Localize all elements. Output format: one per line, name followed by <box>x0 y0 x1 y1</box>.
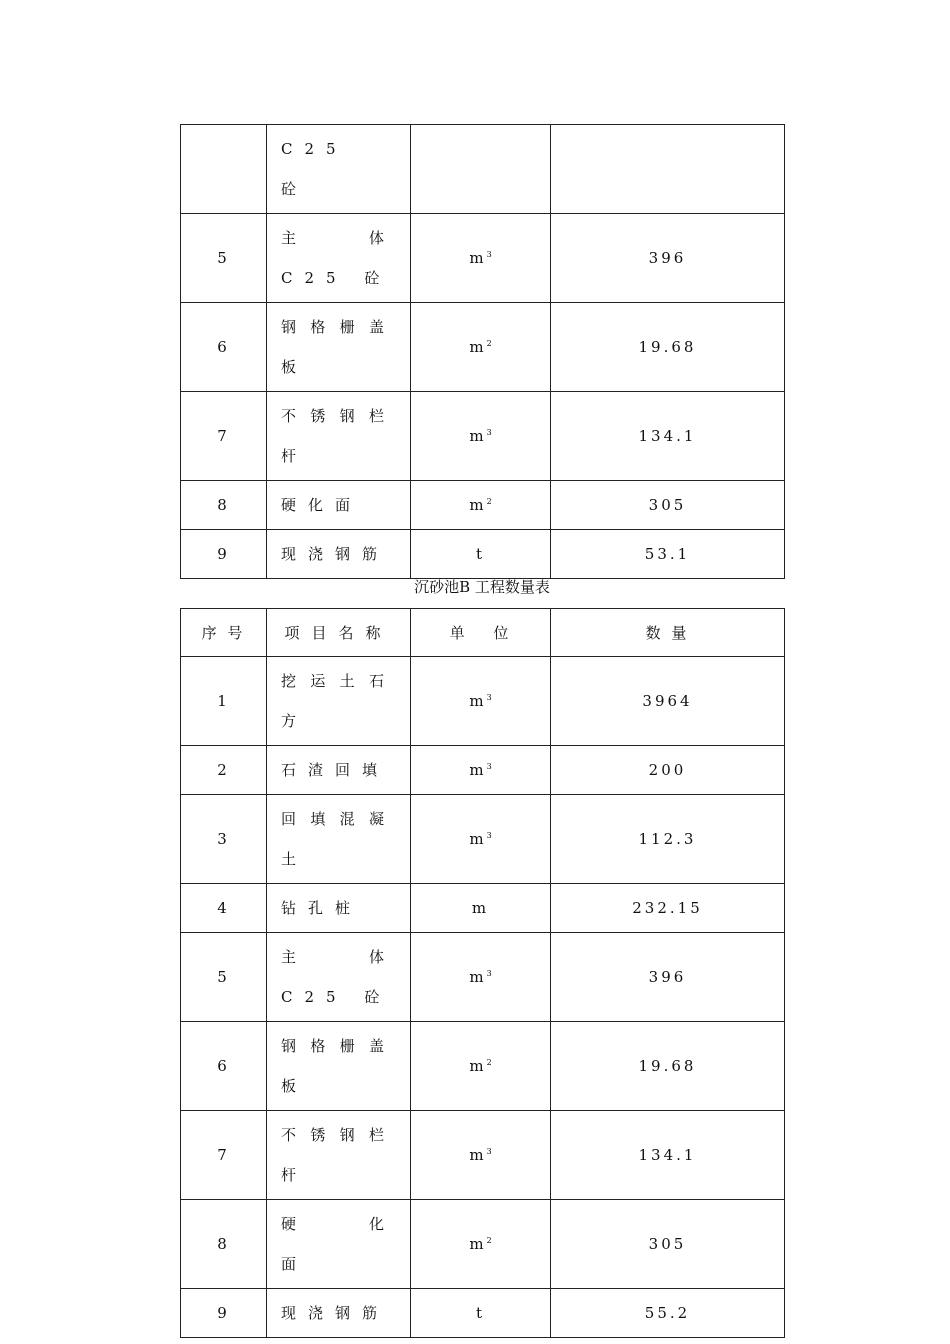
table-row <box>181 530 785 579</box>
unit-exponent: 2 <box>486 339 492 348</box>
row-number: 6 <box>181 303 267 392</box>
unit-exponent: 3 <box>486 428 492 437</box>
unit-exponent: 2 <box>486 1058 492 1067</box>
row-number: 6 <box>181 1022 267 1111</box>
unit-base: m <box>469 249 487 267</box>
unit-exponent: 3 <box>486 250 492 259</box>
row-quantity: 396 <box>551 933 785 1022</box>
row-item-name: 石渣回填 <box>267 746 411 795</box>
unit-base: t <box>475 1304 486 1322</box>
row-item-name: 主体 C25 砼 <box>267 933 411 1022</box>
table-row <box>181 392 785 481</box>
table-title: 沉砂池B 工程数量表 <box>414 578 550 596</box>
row-item-name: 不锈钢栏杆 <box>267 1111 411 1200</box>
row-quantity: 3964 <box>551 657 785 746</box>
row-item-name: 硬化面 <box>267 481 411 530</box>
row-number: 1 <box>181 657 267 746</box>
table-row <box>181 125 785 214</box>
row-quantity: 396 <box>551 214 785 303</box>
unit-base: m <box>469 761 487 779</box>
row-unit <box>411 214 551 303</box>
unit-exponent: 3 <box>486 1147 492 1156</box>
table-row <box>181 884 785 933</box>
quantity-table-continued <box>180 124 785 579</box>
row-item-name: 钻孔桩 <box>267 884 411 933</box>
quantity-table-b <box>180 608 785 1338</box>
row-quantity: 134.1 <box>551 392 785 481</box>
row-unit <box>411 657 551 746</box>
row-quantity: 55.2 <box>551 1289 785 1338</box>
unit-base: t <box>475 545 486 563</box>
row-unit <box>411 1289 551 1338</box>
table-row <box>181 481 785 530</box>
table-row <box>181 1289 785 1338</box>
unit-base: m <box>469 427 487 445</box>
row-number: 5 <box>181 933 267 1022</box>
row-quantity: 19.68 <box>551 303 785 392</box>
row-item-name: 现浇钢筋 <box>267 530 411 579</box>
row-item-name: 回填混凝土 <box>267 795 411 884</box>
table-row <box>181 303 785 392</box>
unit-exponent: 2 <box>486 1236 492 1245</box>
row-number: 9 <box>181 530 267 579</box>
row-item-name: C25 砼 <box>267 125 411 214</box>
row-unit <box>411 530 551 579</box>
row-unit <box>411 933 551 1022</box>
row-item-name: 不锈钢栏杆 <box>267 392 411 481</box>
table-row <box>181 795 785 884</box>
row-quantity: 200 <box>551 746 785 795</box>
unit-exponent: 2 <box>486 497 492 506</box>
row-item-name: 现浇钢筋 <box>267 1289 411 1338</box>
row-number: 5 <box>181 214 267 303</box>
unit-base: m <box>469 496 487 514</box>
unit-base: m <box>469 1057 487 1075</box>
row-unit <box>411 303 551 392</box>
row-unit <box>411 1022 551 1111</box>
row-unit <box>411 795 551 884</box>
row-item-name: 钢格栅盖板 <box>267 303 411 392</box>
table-row <box>181 657 785 746</box>
row-quantity <box>551 125 785 214</box>
unit-base: m <box>469 692 487 710</box>
unit-exponent: 3 <box>486 831 492 840</box>
row-item-name: 挖运土石方 <box>267 657 411 746</box>
unit-exponent: 3 <box>486 762 492 771</box>
row-quantity: 134.1 <box>551 1111 785 1200</box>
row-quantity: 305 <box>551 481 785 530</box>
row-unit <box>411 746 551 795</box>
header-unit: 单 位 <box>411 609 551 657</box>
row-number: 7 <box>181 392 267 481</box>
unit-base: m <box>469 1235 487 1253</box>
table-row <box>181 933 785 1022</box>
row-unit <box>411 481 551 530</box>
table-row <box>181 1022 785 1111</box>
row-number: 7 <box>181 1111 267 1200</box>
row-item-name: 钢格栅盖板 <box>267 1022 411 1111</box>
row-unit <box>411 125 551 214</box>
unit-base: m <box>469 830 487 848</box>
row-number: 3 <box>181 795 267 884</box>
table-row <box>181 1111 785 1200</box>
row-quantity: 53.1 <box>551 530 785 579</box>
row-number: 4 <box>181 884 267 933</box>
row-number: 9 <box>181 1289 267 1338</box>
row-item-name: 主体 C25 砼 <box>267 214 411 303</box>
unit-base: m <box>469 1146 487 1164</box>
row-unit <box>411 1200 551 1289</box>
row-item-name: 硬 化 面 <box>267 1200 411 1289</box>
header-name: 项目名称 <box>267 609 411 657</box>
row-number: 8 <box>181 481 267 530</box>
header-no: 序 号 <box>181 609 267 657</box>
row-quantity: 112.3 <box>551 795 785 884</box>
row-number <box>181 125 267 214</box>
row-quantity: 305 <box>551 1200 785 1289</box>
table-row <box>181 1200 785 1289</box>
unit-exponent: 3 <box>486 969 492 978</box>
table-header-row <box>181 609 785 657</box>
unit-exponent: 3 <box>486 693 492 702</box>
row-unit <box>411 1111 551 1200</box>
header-qty: 数 量 <box>551 609 785 657</box>
row-unit <box>411 392 551 481</box>
row-unit <box>411 884 551 933</box>
table-row <box>181 746 785 795</box>
unit-base: m <box>469 338 487 356</box>
table-row <box>181 214 785 303</box>
unit-base: m <box>469 968 487 986</box>
row-number: 2 <box>181 746 267 795</box>
unit-base: m <box>471 899 490 917</box>
row-quantity: 232.15 <box>551 884 785 933</box>
row-number: 8 <box>181 1200 267 1289</box>
row-quantity: 19.68 <box>551 1022 785 1111</box>
